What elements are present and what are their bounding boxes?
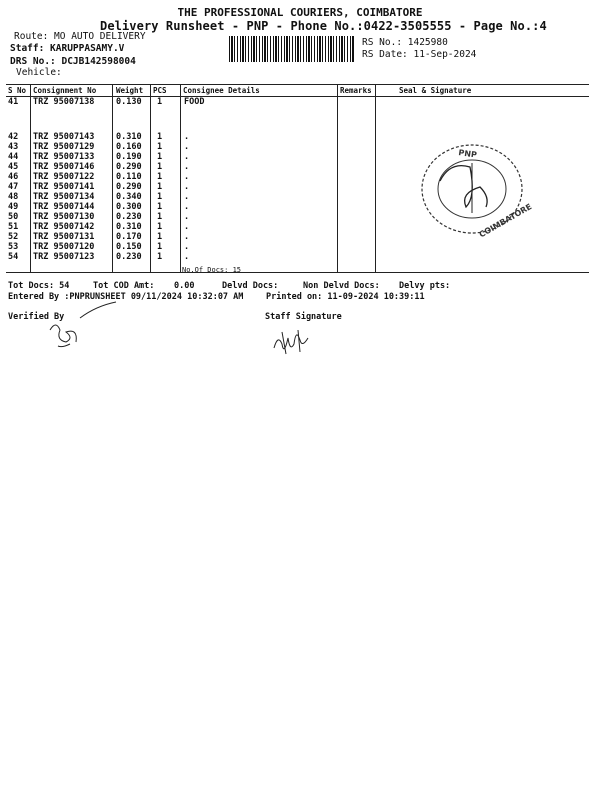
seal-stamp-icon bbox=[418, 141, 534, 241]
barcode-icon bbox=[229, 36, 355, 62]
tot-cod-amount: 0.00 bbox=[174, 281, 195, 291]
cell-consignee-details: . bbox=[184, 162, 190, 172]
cell-weight: 0.170 bbox=[116, 232, 142, 242]
cell-consignee-details: . bbox=[184, 152, 190, 162]
cell-consignment: TRZ 95007120 bbox=[33, 242, 95, 252]
cell-consignee-details: . bbox=[184, 132, 190, 142]
cell-pcs: 1 bbox=[157, 232, 163, 242]
staff-signature-icon bbox=[268, 322, 318, 362]
cell-consignment: TRZ 95007122 bbox=[33, 172, 95, 182]
entered-by: Entered By :PNPRUNSHEET 09/11/2024 10:32:07 AM bbox=[8, 292, 244, 302]
cell-consignee-details: . bbox=[184, 142, 190, 152]
cell-pcs: 1 bbox=[157, 142, 163, 152]
cell-pcs: 1 bbox=[157, 252, 163, 262]
cell-pcs: 1 bbox=[157, 242, 163, 252]
cell-pcs: 1 bbox=[157, 192, 163, 202]
col-divider bbox=[180, 84, 181, 272]
cell-consignee-details: . bbox=[184, 242, 190, 252]
cell-weight: 0.230 bbox=[116, 212, 142, 222]
col-header-consignee: Consignee Details bbox=[183, 86, 260, 95]
no-of-docs: No.Of Docs: 15 bbox=[182, 266, 242, 274]
cell-pcs: 1 bbox=[157, 97, 163, 107]
tot-cod-label: Tot COD Amt: bbox=[93, 281, 155, 291]
col-divider bbox=[150, 84, 151, 272]
cell-sno: 44 bbox=[8, 152, 19, 162]
cell-consignee-details: . bbox=[184, 212, 190, 222]
cell-consignee-details: . bbox=[184, 202, 190, 212]
cell-pcs: 1 bbox=[157, 222, 163, 232]
cell-sno: 49 bbox=[8, 202, 19, 212]
col-header-pcs: PCS bbox=[153, 86, 167, 95]
cell-pcs: 1 bbox=[157, 172, 163, 182]
cell-consignment: TRZ 95007130 bbox=[33, 212, 95, 222]
printed-on: Printed on: 11-09-2024 10:39:11 bbox=[266, 292, 425, 302]
cell-weight: 0.160 bbox=[116, 142, 142, 152]
col-divider bbox=[30, 84, 31, 272]
stamp-text-arc: COIMBATORE bbox=[477, 202, 534, 240]
staff-signature-label: Staff Signature bbox=[265, 312, 342, 322]
col-divider bbox=[112, 84, 113, 272]
cell-pcs: 1 bbox=[157, 152, 163, 162]
cell-consignee-details: . bbox=[184, 222, 190, 232]
cell-consignment: TRZ 95007134 bbox=[33, 192, 95, 202]
table-top-border bbox=[6, 84, 589, 85]
cell-consignment: TRZ 95007143 bbox=[33, 132, 95, 142]
cell-consignment: TRZ 95007131 bbox=[33, 232, 95, 242]
runsheet-title: Delivery Runsheet - PNP - Phone No.:0422-3505555 - Page No.:4 bbox=[100, 19, 547, 33]
cell-sno: 52 bbox=[8, 232, 19, 242]
cell-consignment: TRZ 95007138 bbox=[33, 97, 95, 107]
stamp-text-top: PNP bbox=[457, 148, 478, 160]
cell-sno: 41 bbox=[8, 97, 19, 107]
tot-docs: Tot Docs: 54 bbox=[8, 281, 70, 291]
cell-consignment: TRZ 95007129 bbox=[33, 142, 95, 152]
verified-by-label: Verified By bbox=[8, 312, 65, 322]
col-header-weight: Weight bbox=[116, 86, 144, 95]
cell-consignment: TRZ 95007123 bbox=[33, 252, 95, 262]
cell-consignee-details: . bbox=[184, 252, 190, 262]
delvd-docs: Delvd Docs: bbox=[222, 281, 279, 291]
col-header-seal: Seal & Signature bbox=[399, 86, 472, 95]
cell-weight: 0.290 bbox=[116, 182, 142, 192]
staff-label: Staff: KARUPPASAMY.V bbox=[10, 43, 125, 54]
col-header-remarks: Remarks bbox=[340, 86, 372, 95]
non-delvd-docs: Non Delvd Docs: bbox=[303, 281, 380, 291]
vehicle-label: Vehicle: bbox=[16, 67, 62, 78]
cell-consignee-details: FOOD bbox=[184, 97, 205, 107]
rs-date: RS Date: 11-Sep-2024 bbox=[362, 49, 477, 60]
cell-sno: 47 bbox=[8, 182, 19, 192]
col-divider bbox=[375, 84, 376, 272]
verifier-signature-icon bbox=[40, 300, 120, 356]
table-bottom-border bbox=[6, 272, 589, 273]
cell-sno: 53 bbox=[8, 242, 19, 252]
cell-pcs: 1 bbox=[157, 202, 163, 212]
cell-sno: 48 bbox=[8, 192, 19, 202]
cell-sno: 46 bbox=[8, 172, 19, 182]
cell-weight: 0.230 bbox=[116, 252, 142, 262]
cell-consignee-details: . bbox=[184, 172, 190, 182]
cell-weight: 0.340 bbox=[116, 192, 142, 202]
route-label: Route: MO AUTO DELIVERY bbox=[14, 31, 146, 42]
cell-consignment: TRZ 95007146 bbox=[33, 162, 95, 172]
col-header-sno: S No bbox=[8, 86, 27, 95]
cell-weight: 0.310 bbox=[116, 132, 142, 142]
cell-sno: 43 bbox=[8, 142, 19, 152]
col-divider bbox=[337, 84, 338, 272]
cell-sno: 45 bbox=[8, 162, 19, 172]
cell-pcs: 1 bbox=[157, 132, 163, 142]
cell-weight: 0.310 bbox=[116, 222, 142, 232]
cell-pcs: 1 bbox=[157, 162, 163, 172]
rs-number: RS No.: 1425980 bbox=[362, 37, 448, 48]
cell-consignment: TRZ 95007141 bbox=[33, 182, 95, 192]
cell-weight: 0.190 bbox=[116, 152, 142, 162]
cell-consignee-details: . bbox=[184, 192, 190, 202]
cell-sno: 54 bbox=[8, 252, 19, 262]
cell-sno: 50 bbox=[8, 212, 19, 222]
drs-number: DRS No.: DCJB142598004 bbox=[10, 56, 136, 67]
cell-sno: 42 bbox=[8, 132, 19, 142]
delvy-pts: Delvy pts: bbox=[399, 281, 451, 291]
company-name: THE PROFESSIONAL COURIERS, COIMBATORE bbox=[177, 6, 423, 19]
col-header-consignment: Consignment No bbox=[33, 86, 97, 95]
cell-consignee-details: . bbox=[184, 182, 190, 192]
cell-pcs: 1 bbox=[157, 182, 163, 192]
cell-consignee-details: . bbox=[184, 232, 190, 242]
cell-consignment: TRZ 95007133 bbox=[33, 152, 95, 162]
cell-weight: 0.130 bbox=[116, 97, 142, 107]
cell-weight: 0.110 bbox=[116, 172, 142, 182]
cell-weight: 0.300 bbox=[116, 202, 142, 212]
cell-weight: 0.290 bbox=[116, 162, 142, 172]
cell-consignment: TRZ 95007144 bbox=[33, 202, 95, 212]
cell-weight: 0.150 bbox=[116, 242, 142, 252]
cell-sno: 51 bbox=[8, 222, 19, 232]
cell-pcs: 1 bbox=[157, 212, 163, 222]
cell-consignment: TRZ 95007142 bbox=[33, 222, 95, 232]
